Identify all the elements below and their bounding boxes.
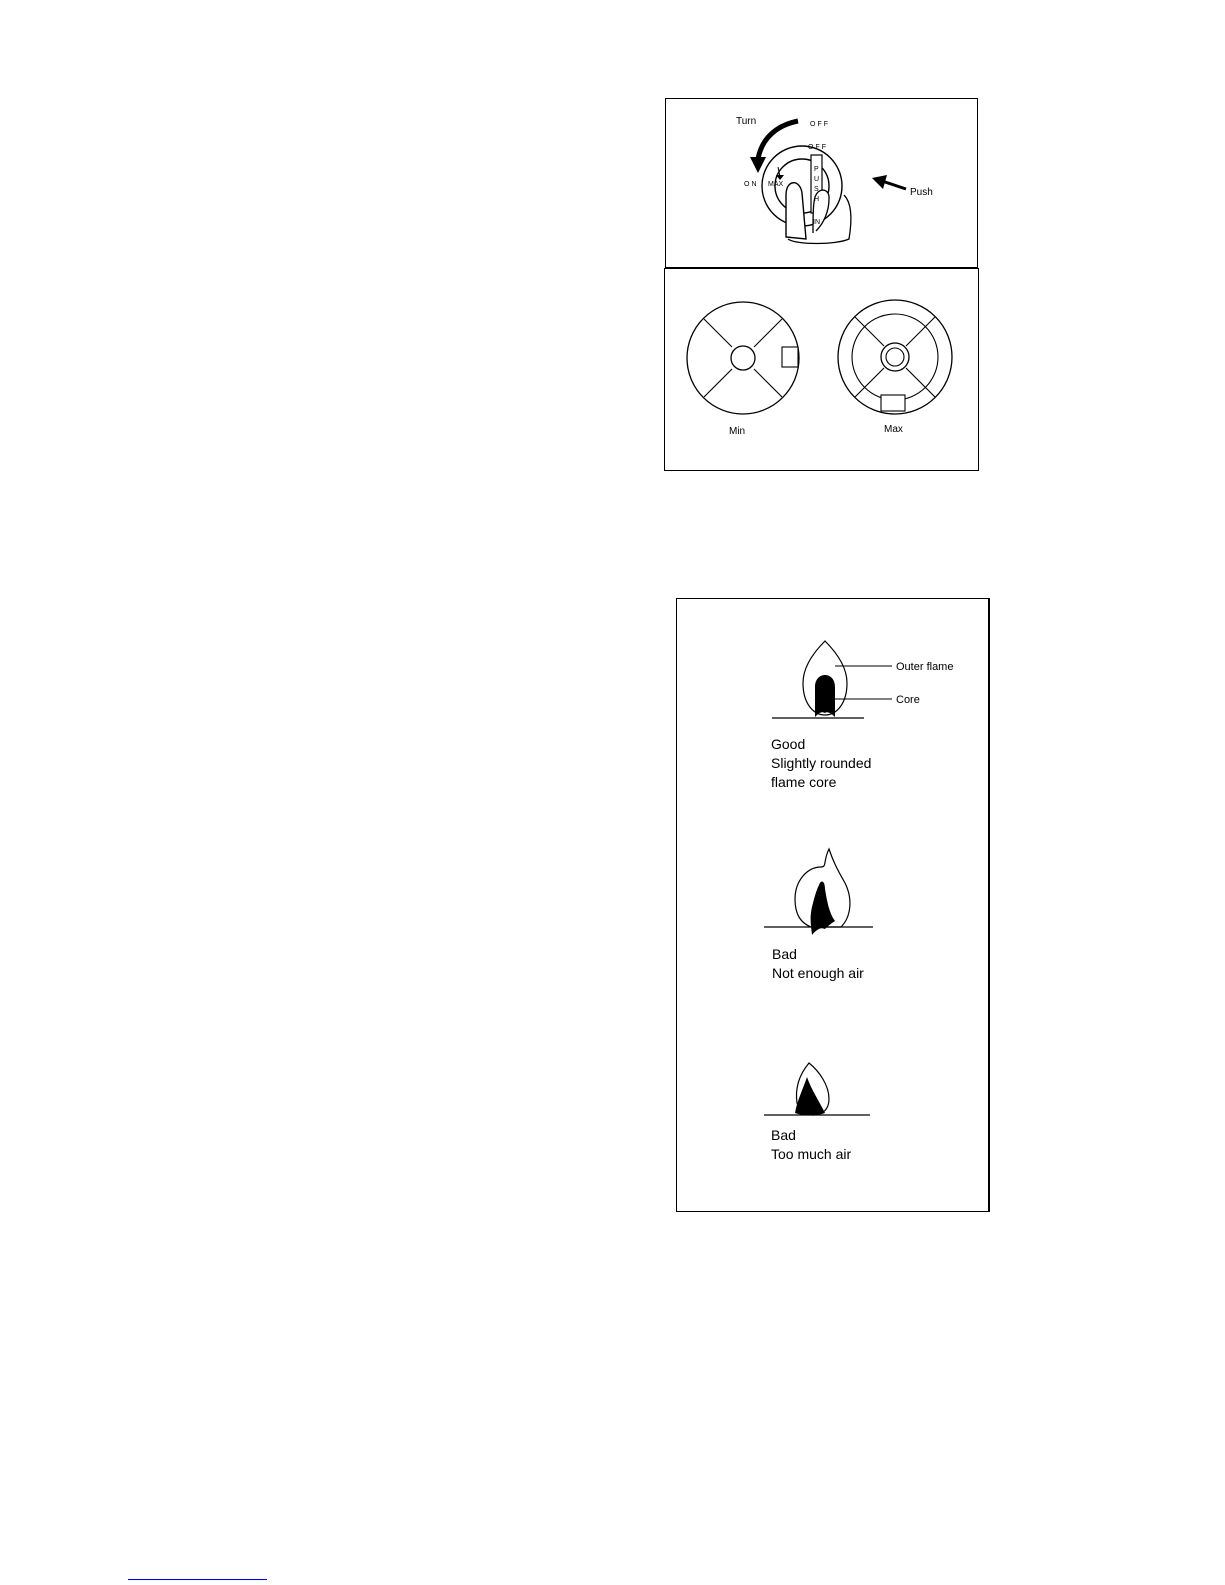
max-burner-label: Max [884,424,903,435]
good-desc-line1: Slightly rounded [771,755,872,771]
good-title: Good [771,736,806,752]
bad-rich-desc: Too much air [771,1146,852,1162]
push-arrowhead-icon [872,175,887,189]
knob-panel [665,98,978,268]
min-label: Min [729,426,746,437]
in-label: IN [813,219,820,226]
hand-icon [786,183,806,239]
good-flame-icon [772,641,892,718]
push-label: Push [910,187,933,198]
on-label: ON [744,181,759,188]
off-outer-label: OFF [810,121,830,128]
push-letter-p: P [814,166,819,173]
push-arrow-shaft-icon [882,181,906,189]
bad-rich-flame-icon [764,1063,870,1115]
footer-link-underline [128,1579,267,1580]
bad-rich-title: Bad [771,1127,796,1143]
turn-label: Turn [736,116,757,127]
max-small-arrowhead-icon [776,175,784,180]
burner-diagram [665,269,978,470]
bad-lean-desc: Not enough air [772,965,864,981]
push-letter-s: S [814,186,819,193]
knob-diagram [666,99,977,267]
off-inner-label: OFF [808,144,828,151]
flame-diagram [677,599,988,1211]
burner-min [687,302,799,414]
burner-max [838,300,952,414]
push-letter-u: U [814,176,820,183]
good-desc-line2: flame core [771,774,837,790]
core-label: Core [896,694,920,706]
push-letter-h: H [814,196,820,203]
bad-lean-title: Bad [772,946,797,962]
bad-lean-flame-icon [764,849,873,935]
turn-arrowhead-icon [750,157,766,173]
max-label: MAX [768,181,784,188]
burner-panel [664,268,979,471]
flame-panel [676,598,990,1212]
outer-flame-label: Outer flame [896,661,954,673]
